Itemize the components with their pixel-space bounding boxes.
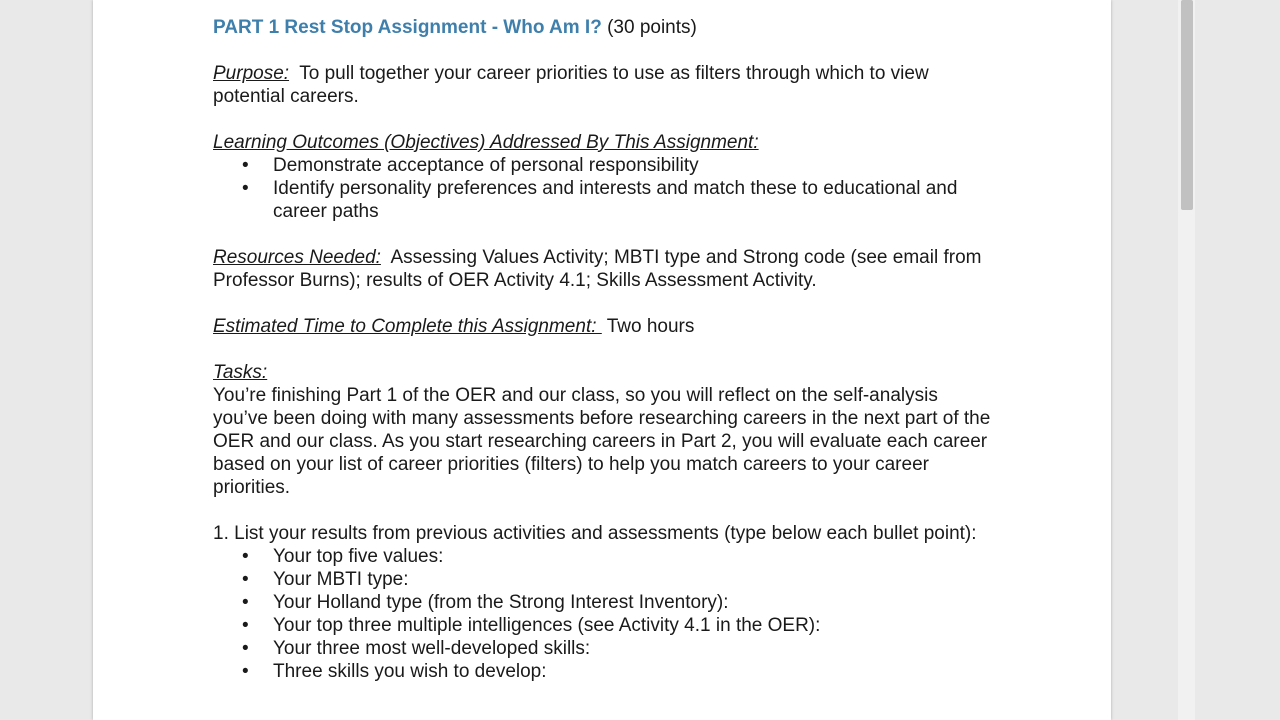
bullet-icon: • [242, 592, 249, 613]
resources-label: Resources Needed: [213, 247, 381, 268]
bullet-icon: • [242, 155, 249, 176]
learning-outcomes-label: Learning Outcomes (Objectives) Addressed By This Assignment: [213, 132, 759, 153]
assignment-title-main: PART 1 Rest Stop Assignment - Who Am I? [213, 17, 602, 38]
list-item: • Three skills you wish to develop: [242, 661, 547, 682]
bullet-icon: • [242, 661, 249, 682]
resources-section [213, 246, 993, 292]
purpose-section [213, 62, 993, 108]
estimated-time-section [213, 315, 993, 338]
document-content [213, 16, 993, 683]
bullet-icon: • [242, 178, 249, 199]
tasks-heading [213, 361, 993, 384]
bullet-icon: • [242, 638, 249, 659]
resources-text: Assessing Values Activity; MBTI type and Strong code (see email from Professor Burns); results of OER Activity 4.1; Skills Assessment Activity. [213, 247, 987, 291]
estimated-time-text: Two hours [601, 316, 695, 337]
step-1-list [213, 545, 993, 683]
bullet-icon: • [242, 615, 249, 636]
list-item: • Your three most well-developed skills: [242, 638, 591, 659]
list-item: • Your top three multiple intelligences (see Activity 4.1 in the OER): [242, 615, 821, 636]
purpose-text: To pull together your career priorities to use as filters through which to view potential careers. [213, 63, 934, 107]
list-item: • Your Holland type (from the Strong Interest Inventory): [242, 592, 729, 613]
list-item: • Identify personality preferences and interests and match these to educational and career paths [242, 178, 958, 222]
bullet-icon: • [242, 546, 249, 567]
learning-outcomes-heading [213, 131, 993, 154]
list-item: • Your MBTI type: [242, 569, 409, 590]
assignment-title-points: (30 points) [601, 17, 697, 38]
tasks-label: Tasks: [213, 362, 268, 383]
bullet-icon: • [242, 569, 249, 590]
step-1-text: 1. List your results from previous activities and assessments (type below each bullet point): [213, 523, 977, 544]
learning-outcomes-list [213, 154, 993, 223]
scrollbar-thumb[interactable] [1181, 0, 1193, 210]
tasks-text: You’re finishing Part 1 of the OER and our class, so you will reflect on the self-analysis you’ve been doing with many assessments before researching careers in the next part of the OER and our class. As you start researching careers in Part 2, you will evaluate each career based on your list of career priorities (filters) to help you match careers to your career priorities. [213, 385, 991, 498]
list-item: • Your top five values: [242, 546, 444, 567]
document-page [93, 0, 1111, 720]
assignment-title [213, 16, 993, 39]
estimated-time-label: Estimated Time to Complete this Assignment: [213, 316, 602, 337]
purpose-label: Purpose: [213, 63, 290, 84]
list-item: • Demonstrate acceptance of personal responsibility [242, 155, 699, 176]
